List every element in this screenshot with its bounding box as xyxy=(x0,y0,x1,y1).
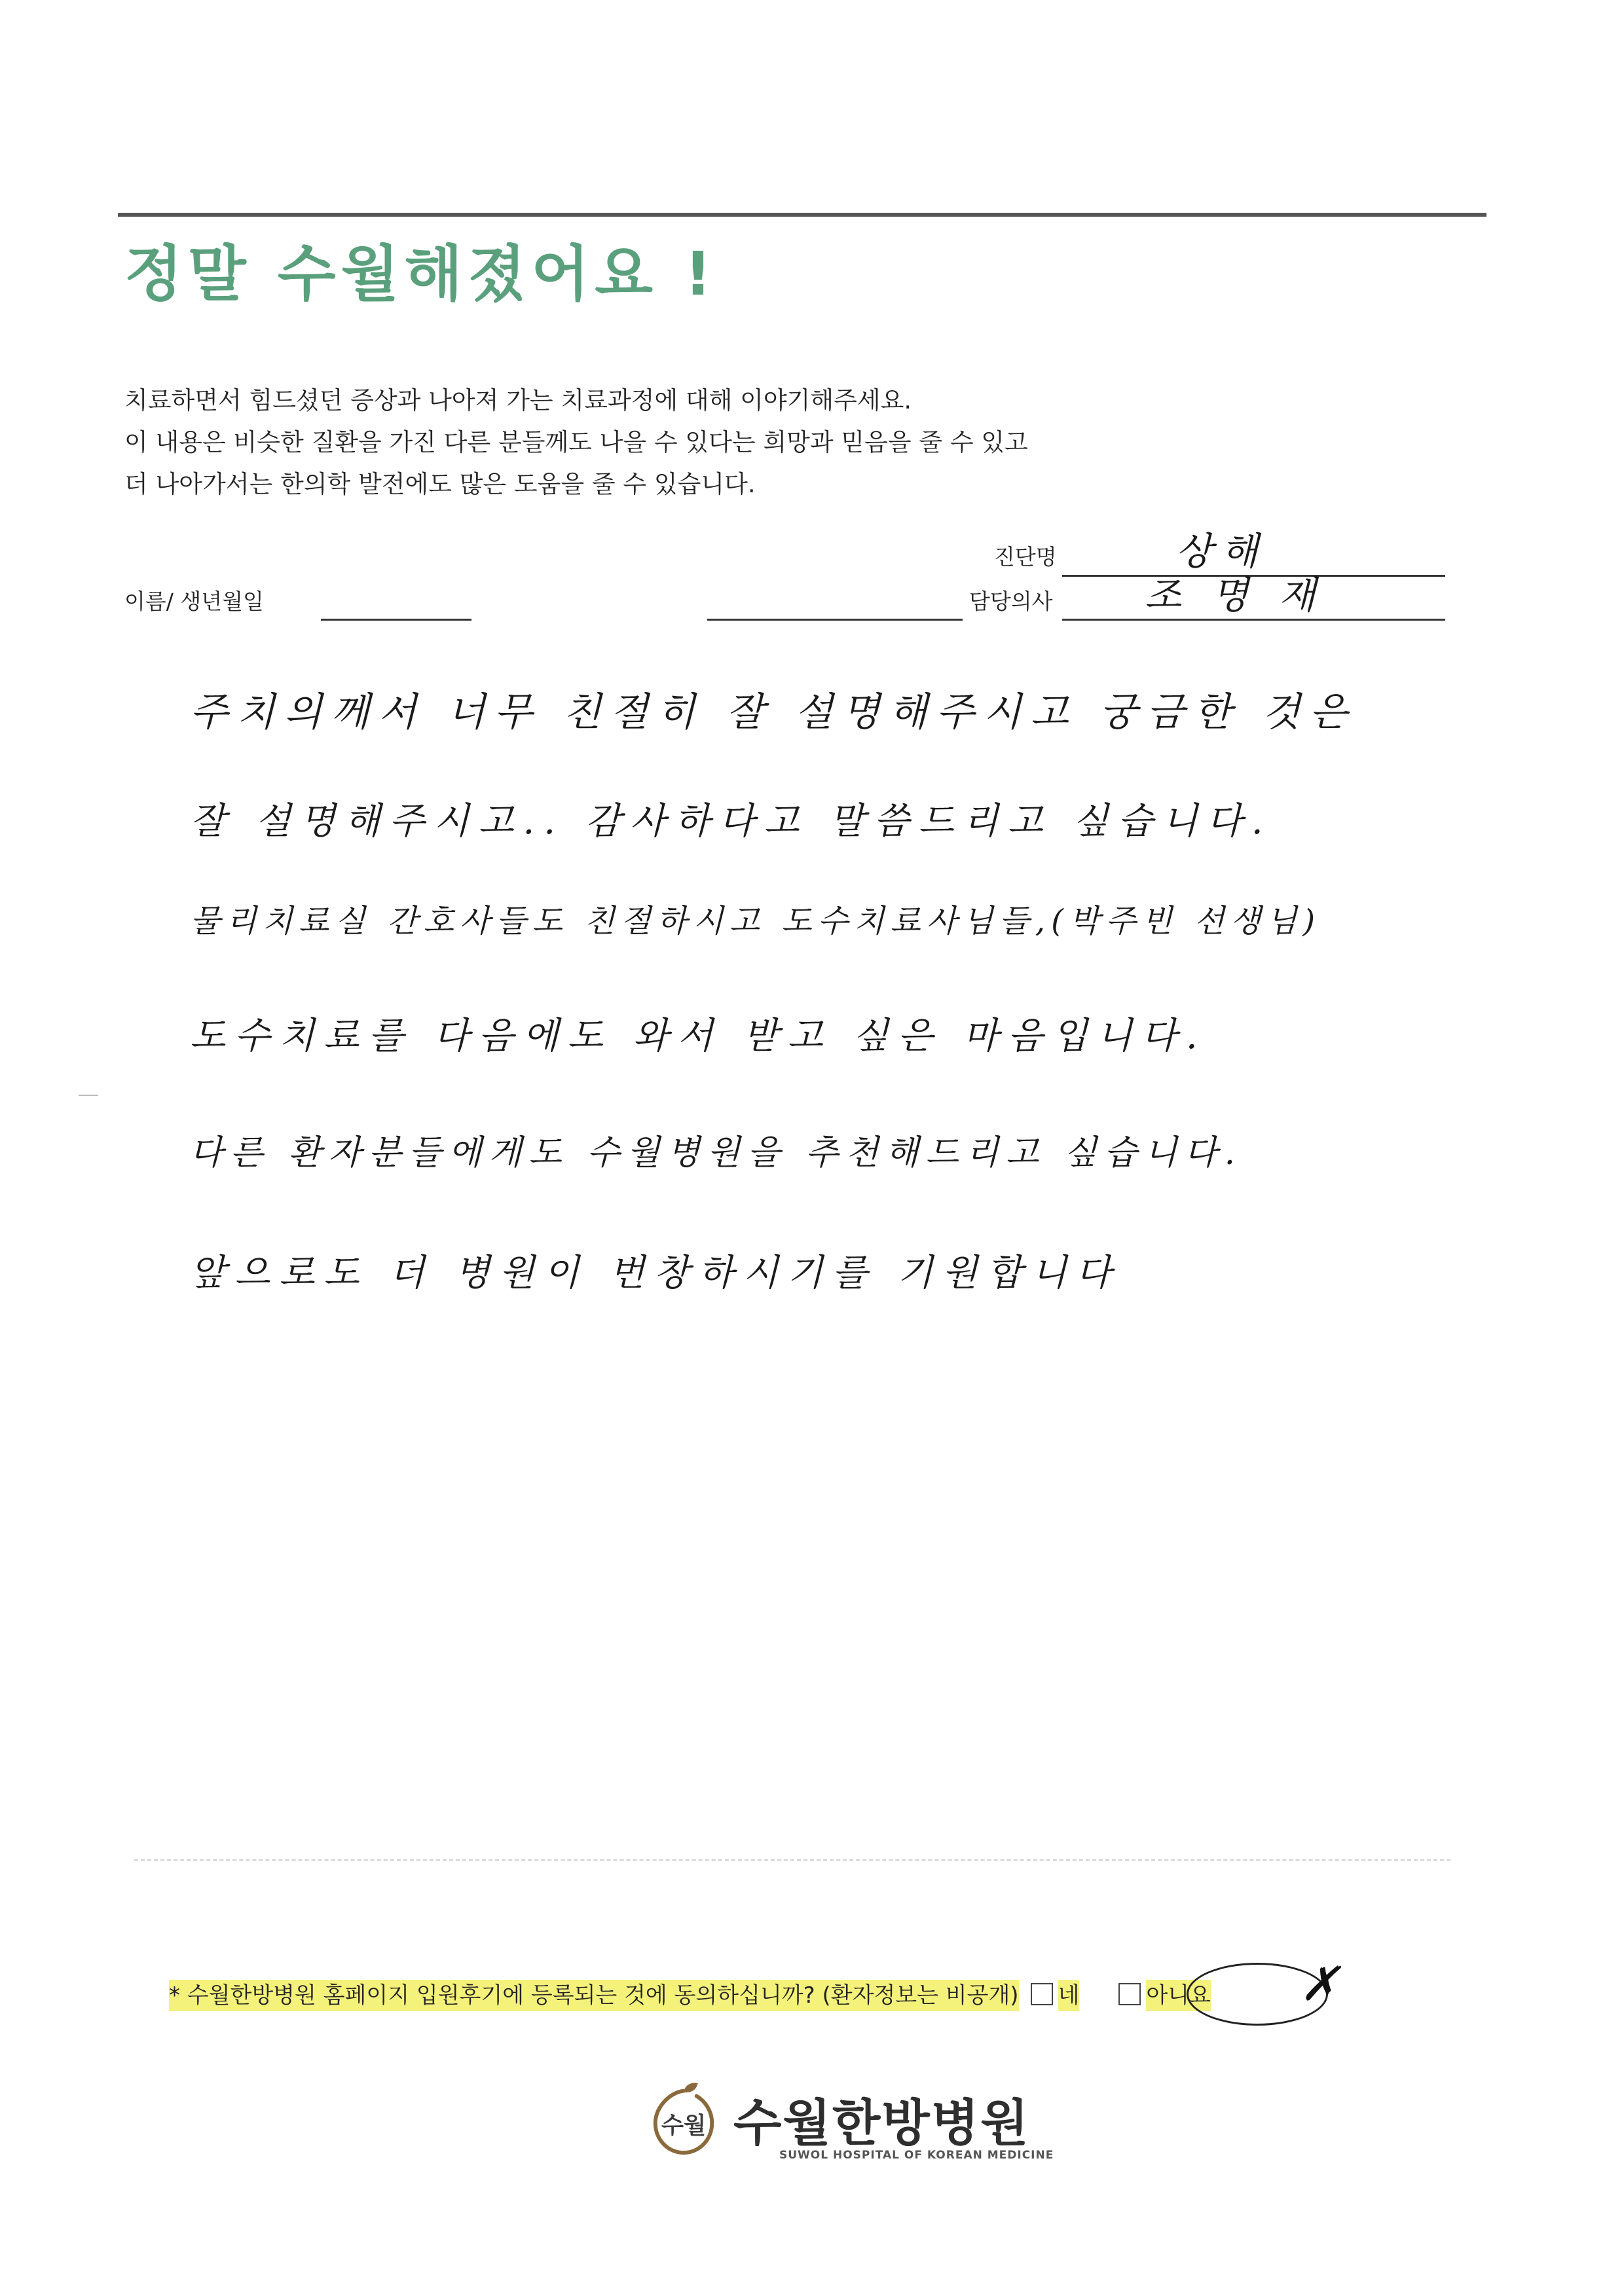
intro-line: 이 내용은 비슷한 질환을 가진 다른 분들께도 나을 수 있다는 희망과 믿음을 줄 수 있고 xyxy=(124,428,1028,456)
consent-question: * 수월한방병원 홈페이지 입원후기에 등록되는 것에 동의하십니까? (환자정보는 비공개) xyxy=(169,1980,1019,2011)
handwritten-x-mark: ✗ xyxy=(1300,1956,1340,2011)
diagnosis-label: 진단명 xyxy=(994,544,1057,570)
name-birth-label: 이름/ 생년월일 xyxy=(124,589,264,614)
yes-label: 네 xyxy=(1058,1980,1080,2011)
logo-name: 수월한방병원 xyxy=(733,2094,1030,2152)
form-title: 정말 수월해졌어요 ! xyxy=(124,239,717,309)
doctor-value: 조 명 재 xyxy=(1145,573,1325,617)
scan-mark xyxy=(79,1095,98,1096)
no-checkbox[interactable] xyxy=(1118,1983,1141,2005)
testimonial-line: 잘 설명해주시고.. 감사하다고 말씀드리고 싶습니다. xyxy=(190,800,1272,843)
testimonial-line: 도수치료를 다음에도 와서 받고 싶은 마음입니다. xyxy=(190,1015,1207,1057)
intro-line: 더 나아가서는 한의학 발전에도 많은 도움을 줄 수 있습니다. xyxy=(124,470,756,498)
testimonial-line: 물리치료실 간호사들도 친절하시고 도수치료사님들,(박주빈 선생님) xyxy=(190,903,1321,939)
testimonial-line: 주치의께서 너무 친절히 잘 설명해주시고 궁금한 것은 xyxy=(190,689,1357,735)
testimonial-line: 다른 환자분들에게도 수월병원을 추천해드리고 싶습니다. xyxy=(190,1133,1243,1173)
intro-line: 치료하면서 힘드셨던 증상과 나아져 가는 치료과정에 대해 이야기해주세요. xyxy=(124,386,912,414)
yes-checkbox[interactable] xyxy=(1031,1983,1053,2005)
consent-row xyxy=(169,1977,1211,2009)
logo-leaf-icon xyxy=(645,2081,722,2158)
logo-subtitle: SUWOL HOSPITAL OF KOREAN MEDICINE xyxy=(779,2149,1054,2162)
birth-underline xyxy=(707,619,963,621)
intro-text xyxy=(124,380,1028,505)
top-rule xyxy=(118,213,1486,217)
name-underline xyxy=(321,619,471,621)
diagnosis-value: 상해 xyxy=(1175,529,1268,574)
divider xyxy=(134,1859,1450,1861)
no-label: 아니요 xyxy=(1146,1980,1211,2011)
logo-mark-text: 수월 xyxy=(661,2112,707,2140)
doctor-label: 담당의사 xyxy=(969,589,1053,614)
hospital-logo xyxy=(645,2069,1054,2174)
testimonial-line: 앞으로도 더 병원이 번창하시기를 기원합니다 xyxy=(190,1252,1121,1294)
